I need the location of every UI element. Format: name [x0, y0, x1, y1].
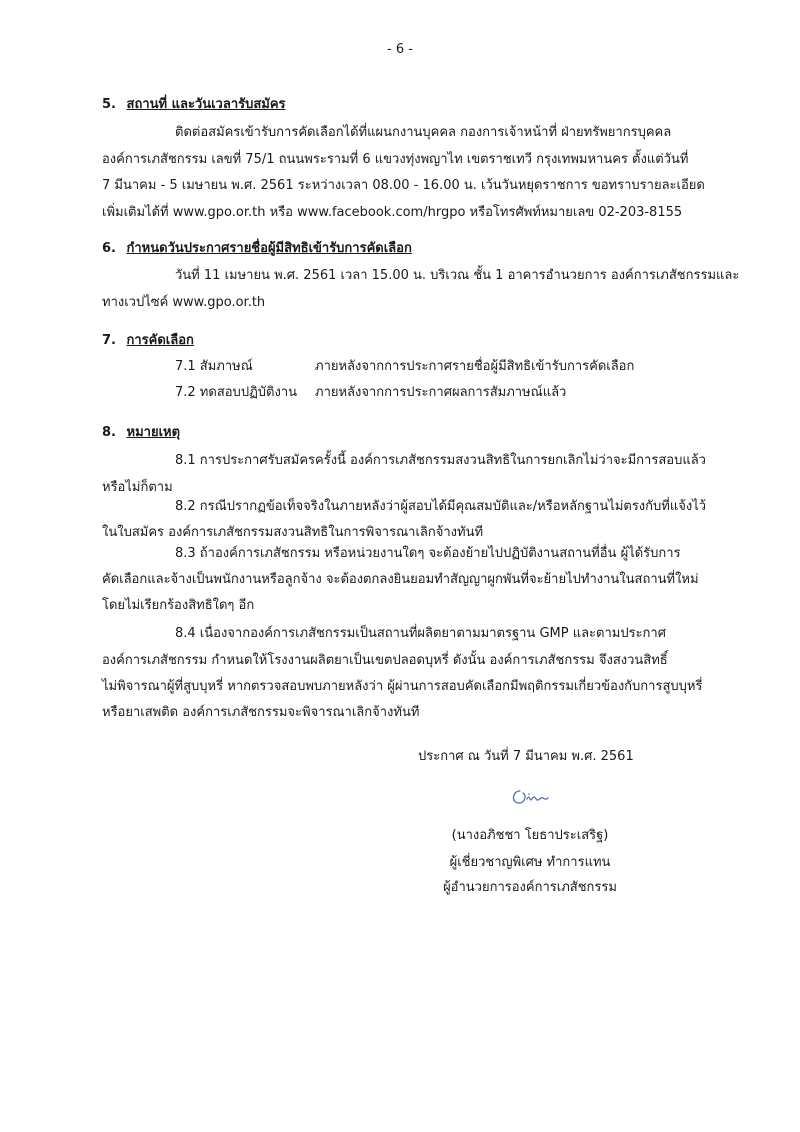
selection-item: [175, 358, 695, 376]
signatory-position: ผู้เชี่ยวชาญพิเศษ ทำการแทน: [449, 855, 611, 870]
section-5-heading: [102, 93, 286, 114]
section-7-heading: [102, 329, 194, 350]
section-5-line: 7 มีนาคม - 5 เมษายน พ.ศ. 2561 ระหว่างเวลา 08.00 - 16.00 น. เว้นวันหยุดราชการ ขอทราบรายละเอียด: [102, 178, 705, 193]
selection-item-label: 7.1 สัมภาษณ์: [175, 359, 253, 374]
section-5-line: เพิ่มเติมได้ที่ www.gpo.or.th หรือ www.facebook.com/hrgpo หรือโทรศัพท์หมายเลข 02-203-8155: [102, 205, 683, 220]
selection-item-detail: ภายหลังจากการประกาศผลการสัมภาษณ์แล้ว: [315, 385, 567, 400]
section-6-line: วันที่ 11 เมษายน พ.ศ. 2561 เวลา 15.00 น. บริเวณ ชั้น 1 อาคารอำนวยการ องค์การเภสัชกรรมและ: [175, 268, 740, 283]
signatory-organization: ผู้อำนวยการองค์การเภสัชกรรม: [443, 880, 617, 895]
section-6-title: กำหนดวันประกาศรายชื่อผู้มีสิทธิเข้ารับการคัดเลือก: [126, 241, 412, 256]
section-6-line: ทางเวปไซค์ www.gpo.or.th: [102, 295, 266, 310]
remark-line: ในใบสมัคร องค์การเภสัชกรรมสงวนสิทธิในการพิจารณาเลิกจ้างทันที: [102, 525, 484, 540]
section-8-heading: [102, 421, 180, 442]
section-8-title: หมายเหตุ: [126, 425, 181, 440]
remark-line: 8.1 การประกาศรับสมัครครั้งนี้ องค์การเภสัชกรรมสงวนสิทธิในการยกเลิกไม่ว่าจะมีการสอบแล้ว: [175, 453, 706, 468]
remark-line: หรือยาเสพติด องค์การเภสัชกรรมจะพิจารณาเลิกจ้างทันที: [102, 705, 420, 720]
section-8-number: 8.: [102, 425, 116, 440]
section-5-number: 5.: [102, 97, 116, 112]
remark-line: ไม่พิจารณาผู้ที่สูบบุหรี่ หากตรวจสอบพบภายหลังว่า ผู้ผ่านการสอบคัดเลือกมีพฤติกรรมเกี่ยวข้องกับการสูบบุหรี่: [102, 679, 703, 694]
selection-item: [175, 384, 695, 402]
remark-line: 8.2 กรณีปรากฏข้อเท็จจริงในภายหลังว่าผู้สอบได้มีคุณสมบัติและ/หรือหลักฐานไม่ตรงกับที่แจ้งไว้: [175, 499, 707, 514]
remark-line: หรือไม่ก็ตาม: [102, 480, 173, 495]
section-5-title: สถานที่ และวันเวลารับสมัคร: [126, 97, 286, 112]
remark-line: คัดเลือกและจ้างเป็นพนักงานหรือลูกจ้าง จะต้องตกลงยินยอมทำสัญญาผูกพันที่จะย้ายไปทำงานในสถานที่ใหม่: [102, 572, 699, 587]
page-number: - 6 -: [387, 42, 413, 57]
remark-line: 8.3 ถ้าองค์การเภสัชกรรม หรือหน่วยงานใดๆ จะต้องย้ายไปปฏิบัติงานสถานที่อื่น ผู้ได้รับการ: [175, 546, 681, 561]
section-5-line: ติดต่อสมัครเข้ารับการคัดเลือกได้ที่แผนกงานบุคคล กองการเจ้าหน้าที่ ฝ่ายทรัพยากรบุคคล: [175, 125, 672, 140]
selection-item-detail: ภายหลังจากการประกาศรายชื่อผู้มีสิทธิเข้ารับการคัดเลือก: [315, 359, 635, 374]
signatory-name: (นางอภิชชา โยธาประเสริฐ): [451, 828, 609, 843]
remark-line: โดยไม่เรียกร้องสิทธิใดๆ อีก: [102, 598, 255, 613]
section-6-number: 6.: [102, 241, 116, 256]
signature-image: [508, 785, 568, 809]
remark-line: องค์การเภสัชกรรม กำหนดให้โรงงานผลิตยาเป็นเขตปลอดบุหรี่ ดังนั้น องค์การเภสัชกรรม จึงสงวนสิทธิ์: [102, 653, 668, 668]
section-7-number: 7.: [102, 333, 116, 348]
section-5-line: องค์การเภสัชกรรม เลขที่ 75/1 ถนนพระรามที่ 6 แขวงทุ่งพญาไท เขตราชเทวี กรุงเทพมหานคร ตั้งแต่วันที่: [102, 152, 689, 167]
selection-item-label: 7.2 ทดสอบปฏิบัติงาน: [175, 385, 298, 400]
section-6-heading: [102, 237, 412, 258]
section-7-title: การคัดเลือก: [126, 333, 194, 348]
remark-line: 8.4 เนื่องจากองค์การเภสัชกรรมเป็นสถานที่ผลิตยาตามมาตรฐาน GMP และตามประกาศ: [175, 626, 666, 641]
announcement-date: ประกาศ ณ วันที่ 7 มีนาคม พ.ศ. 2561: [418, 749, 634, 764]
